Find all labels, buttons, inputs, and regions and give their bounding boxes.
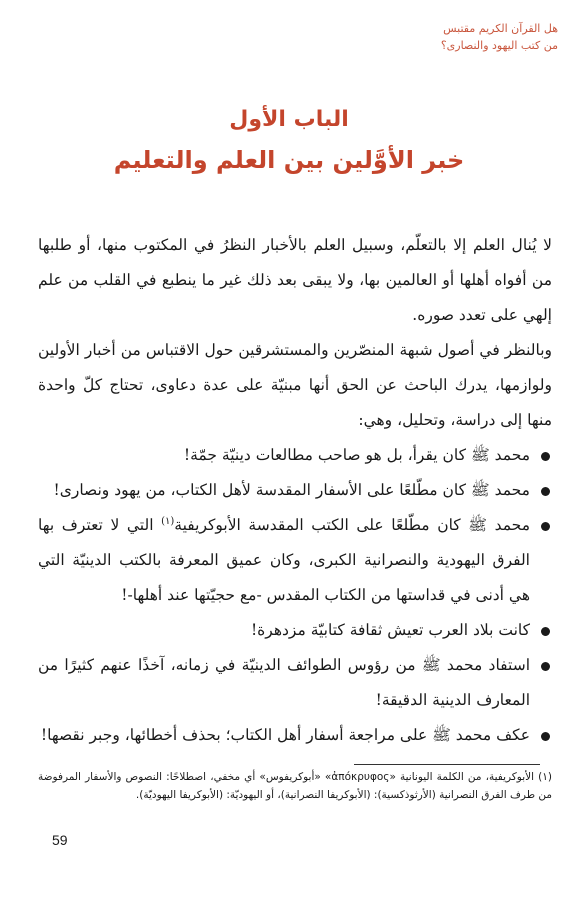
bullet-dot-icon (541, 662, 550, 671)
chapter-heading (0, 102, 578, 182)
chapter-label: الباب الأول (229, 107, 349, 132)
running-header-line2: من كتب اليهود والنصارى؟ (440, 39, 558, 52)
footnote: (١) الأبوكريفية، من الكلمة اليونانية «ἀπόκρυφος» «أبوكريفوس» أي مخفي، اصطلاحًا: النصوص والأسفار المرفوضة من طرف الفرق النصرانية (الأرثوذكسية): (الأبوكريفا النصرانية)، أو اليهوديّة: (الأبوكريفا اليهوديّة). (38, 771, 552, 801)
list-item-text: التي لا تعترف بها الفرق اليهودية والنصرانية الكبرى، وكان عميق المعرفة بالكتب الدينيّة التي هي أدنى في قداستها من الكتاب المقدس -مع حجيّتها عند أهلها-! (38, 516, 530, 604)
list-item (38, 473, 552, 508)
list-item (38, 438, 552, 473)
bullet-dot-icon (541, 452, 550, 461)
running-header-line1: هل القرآن الكريم مقتبس (443, 22, 558, 35)
running-header (378, 20, 558, 54)
footnote-marker: (١) (161, 515, 175, 527)
paragraph: وبالنظر في أصول شبهة المنصّرين والمستشرقين حول الاقتباس من أخبار الأولين ولوازمها، يدرك الباحث عن الحق أنها مبنيّة على عدة دعاوى، تحتاج كلّ واحدة منها إلى دراسة، وتحليل، وهي: (38, 341, 552, 429)
list-item-text: محمد ﷺ كان مطّلعًا على الكتب المقدسة الأبوكريفية (174, 516, 530, 534)
bullet-dot-icon (541, 732, 550, 741)
body-text (38, 228, 552, 753)
paragraph: لا يُنال العلم إلا بالتعلّم، وسبيل العلم بالأخبار النظرُ في المكتوب منها، أو طلبها من أفواه أهلها أو العالمين بها، ولا يبقى بعد ذلك غير ما ينطبع في القلب من علم إلهي على تعدد صوره. (38, 236, 552, 324)
list-item-text: كانت بلاد العرب تعيش ثقافة كتابيّة مزدهرة! (250, 621, 530, 639)
list-item-text: عكف محمد ﷺ على مراجعة أسفار أهل الكتاب؛ بحذف أخطائها، وجبر نقصها! (40, 726, 530, 744)
list-item-text: محمد ﷺ كان مطّلعًا على الأسفار المقدسة لأهل الكتاب، من يهود ونصارى! (53, 481, 530, 499)
bullet-dot-icon (541, 627, 550, 636)
list-item (38, 648, 552, 718)
footnote-divider (354, 764, 540, 765)
bullet-dot-icon (541, 522, 550, 531)
page-number: 59 (52, 832, 68, 848)
chapter-title: خبر الأوَّلين بين العلم والتعليم (113, 146, 465, 174)
list-item (38, 718, 552, 753)
list-item (38, 613, 552, 648)
list-item-text: محمد ﷺ كان يقرأ، بل هو صاحب مطالعات دينيّة جمّة! (183, 446, 530, 464)
list-item (38, 508, 552, 613)
bullet-dot-icon (541, 487, 550, 496)
list-item-text: استفاد محمد ﷺ من رؤوس الطوائف الدينيّة في زمانه، آخذًا عنهم كثيرًا من المعارف الدينية الدقيقة! (38, 656, 530, 709)
claims-list (38, 438, 552, 753)
